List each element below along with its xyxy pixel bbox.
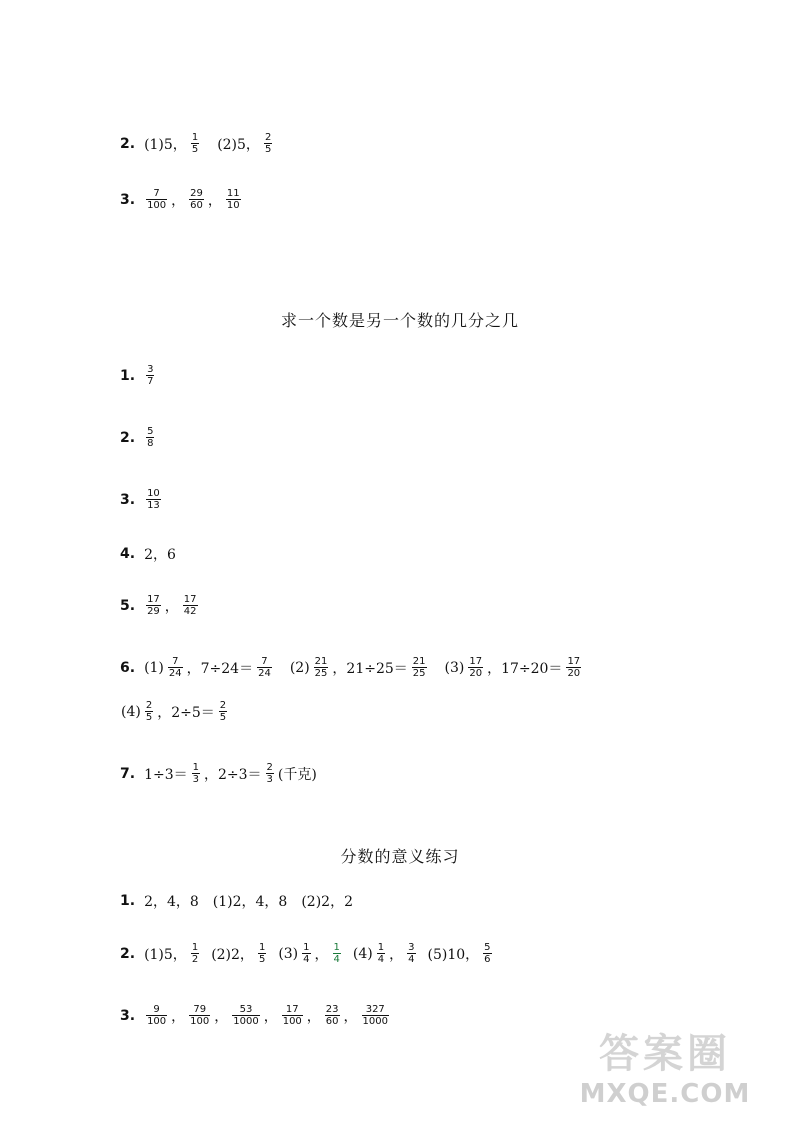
answer-c2: 2. (1)5， $\frac{1}{2}$ (2)2， $\frac{1}{5}$ (3) $\frac{1}{4}$ ， $\frac{1}{4}$ (4) $\frac{1}{4}$ ， $\frac{3}{4}$ (5)10， $\frac{5}{6}$ [120,942,491,965]
fraction: $\frac{2}{5}$ [145,700,153,723]
fraction: $\frac{1}{3}$ [192,762,199,785]
fraction: $\frac{1}{4}$ [377,942,385,965]
answer-b6: 6. (1) $\frac{7}{24}$ ，7÷24＝ $\frac{7}{24}$ (2) $\frac{21}{25}$ ，21÷25＝ $\frac{21}{25}$ (3) $\frac{17}{20}$ ，17÷20＝ $\frac{17}{20}$ [120,656,581,679]
fraction: $\frac{5}{8}$ [147,426,154,449]
fraction: $\frac{17}{100}$ [282,1004,302,1027]
fraction: $\frac{2}{5}$ [264,132,272,155]
section-title: 分数的意义练习 [340,847,460,866]
answer-a3: 3. $\frac{7}{100}$ ， $\frac{29}{60}$ ， $\frac{11}{10}$ [120,188,240,211]
fraction: $\frac{7}{24}$ [258,656,271,679]
fraction: $\frac{17}{42}$ [183,594,197,617]
answer-b3: 3. $\frac{10}{13}$ [120,488,160,511]
fraction: $\frac{1}{4}$ [333,942,340,965]
answer-c1: 1. 2，4，8 (1)2，4，8 (2)2，2 [120,893,353,910]
fraction: $\frac{10}{13}$ [147,488,160,511]
answer-b4: 4. 2，6 [120,546,176,563]
fraction: $\frac{7}{100}$ [147,188,167,211]
fraction: $\frac{327}{1000}$ [362,1004,388,1027]
fraction: $\frac{79}{100}$ [190,1004,210,1027]
fraction: $\frac{2}{3}$ [266,762,273,785]
answer-b5: 5. $\frac{17}{29}$ ， $\frac{17}{42}$ [120,594,197,617]
fraction: $\frac{9}{100}$ [147,1004,167,1027]
watermark-url: MXQE.COM [579,1079,751,1109]
fraction: $\frac{17}{29}$ [147,594,160,617]
fraction: $\frac{53}{1000}$ [233,1004,259,1027]
fraction: $\frac{3}{4}$ [408,942,415,965]
fraction: $\frac{3}{7}$ [147,364,154,387]
fraction: $\frac{21}{25}$ [314,656,328,679]
fraction: $\frac{17}{20}$ [567,656,581,679]
fraction: $\frac{1}{2}$ [191,942,199,965]
fraction: $\frac{2}{5}$ [219,700,227,723]
answer-b6-part4: (4) $\frac{2}{5}$ ，2÷5＝ $\frac{2}{5}$ [121,700,227,723]
section-title: 求一个数是另一个数的几分之几 [280,311,519,330]
answer-b7: 7. 1÷3＝ $\frac{1}{3}$ ，2÷3＝ $\frac{2}{3}$ (千克) [120,762,317,785]
fraction: $\frac{17}{20}$ [469,656,483,679]
watermark [550,1022,780,1122]
fraction: $\frac{1}{4}$ [303,942,310,965]
fraction: $\frac{5}{6}$ [484,942,491,965]
watermark-logo: 答案圈 [599,1031,731,1077]
answer-a2: 2. (1)5， $\frac{1}{5}$ (2)5， $\frac{2}{5}$ [120,132,272,155]
answer-b1: 1. $\frac{3}{7}$ [120,364,154,387]
fraction: $\frac{11}{10}$ [226,188,240,211]
answer-c3: 3. $\frac{9}{100}$ ， $\frac{79}{100}$ ， $\frac{53}{1000}$ ， $\frac{17}{100}$ ， $\frac{23}{60}$ ， $\frac{327}{1000}$ [120,1004,388,1027]
fraction: $\frac{1}{5}$ [191,132,199,155]
fraction: $\frac{7}{24}$ [168,656,182,679]
answer-b2: 2. $\frac{5}{8}$ [120,426,154,449]
fraction: $\frac{1}{5}$ [258,942,266,965]
fraction: $\frac{23}{60}$ [325,1004,339,1027]
fraction: $\frac{29}{60}$ [190,188,203,211]
fraction: $\frac{21}{25}$ [412,656,426,679]
